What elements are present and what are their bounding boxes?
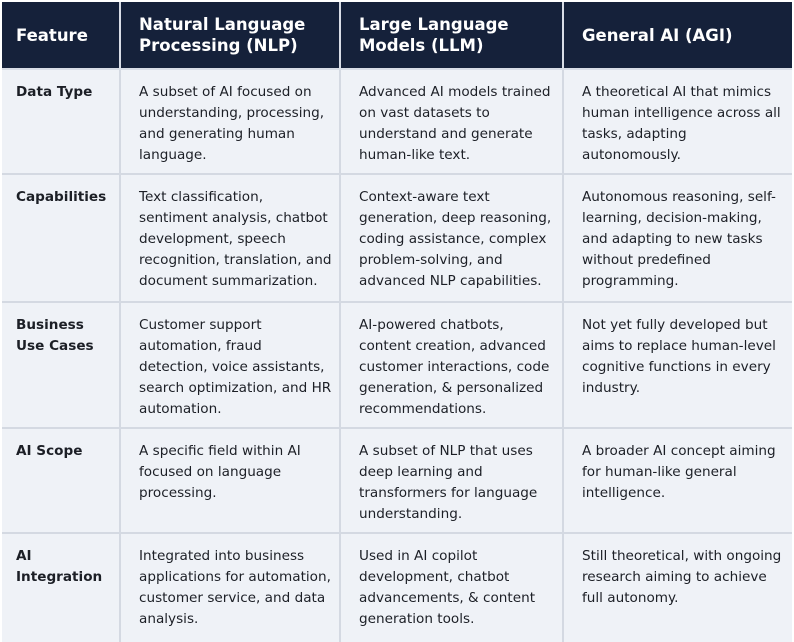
table-row (2, 174, 792, 302)
cell-agi: A broader AI concept aiming for human-like general intelligence. (563, 428, 792, 533)
header-agi: General AI (AGI) (563, 2, 792, 69)
row-feature-label: Capabilities (2, 174, 120, 302)
table-header-row (2, 2, 792, 69)
cell-nlp: Integrated into business applications for automation, customer service, and data analysis. (120, 533, 340, 642)
cell-llm: Advanced AI models trained on vast datasets to understand and generate human-like text. (340, 69, 563, 174)
header-llm: Large Language Models (LLM) (340, 2, 563, 69)
row-feature-label: AI Integration (2, 533, 120, 642)
cell-llm: Used in AI copilot development, chatbot advancements, & content generation tools. (340, 533, 563, 642)
cell-nlp: A subset of AI focused on understanding, processing, and generating human language. (120, 69, 340, 174)
cell-agi: Not yet fully developed but aims to replace human-level cognitive functions in every industry. (563, 302, 792, 428)
cell-nlp: Text classification, sentiment analysis, chatbot development, speech recognition, translation, and document summarization. (120, 174, 340, 302)
cell-llm: AI-powered chatbots, content creation, advanced customer interactions, code generation, & personalized recommendations. (340, 302, 563, 428)
header-nlp: Natural Language Processing (NLP) (120, 2, 340, 69)
table-row (2, 428, 792, 533)
cell-llm: Context-aware text generation, deep reasoning, coding assistance, complex problem-solving, and advanced NLP capabilities. (340, 174, 563, 302)
cell-llm: A subset of NLP that uses deep learning and transformers for language understanding. (340, 428, 563, 533)
row-feature-label: Business Use Cases (2, 302, 120, 428)
table-row (2, 533, 792, 642)
row-feature-label: Data Type (2, 69, 120, 174)
cell-nlp: A specific field within AI focused on language processing. (120, 428, 340, 533)
cell-agi: A theoretical AI that mimics human intelligence across all tasks, adapting autonomously. (563, 69, 792, 174)
header-feature: Feature (2, 2, 120, 69)
table-row (2, 302, 792, 428)
comparison-table (2, 2, 792, 642)
table-row (2, 69, 792, 174)
cell-nlp: Customer support automation, fraud detection, voice assistants, search optimization, and HR automation. (120, 302, 340, 428)
cell-agi: Still theoretical, with ongoing research aiming to achieve full autonomy. (563, 533, 792, 642)
row-feature-label: AI Scope (2, 428, 120, 533)
cell-agi: Autonomous reasoning, self-learning, decision-making, and adapting to new tasks without predefined programming. (563, 174, 792, 302)
